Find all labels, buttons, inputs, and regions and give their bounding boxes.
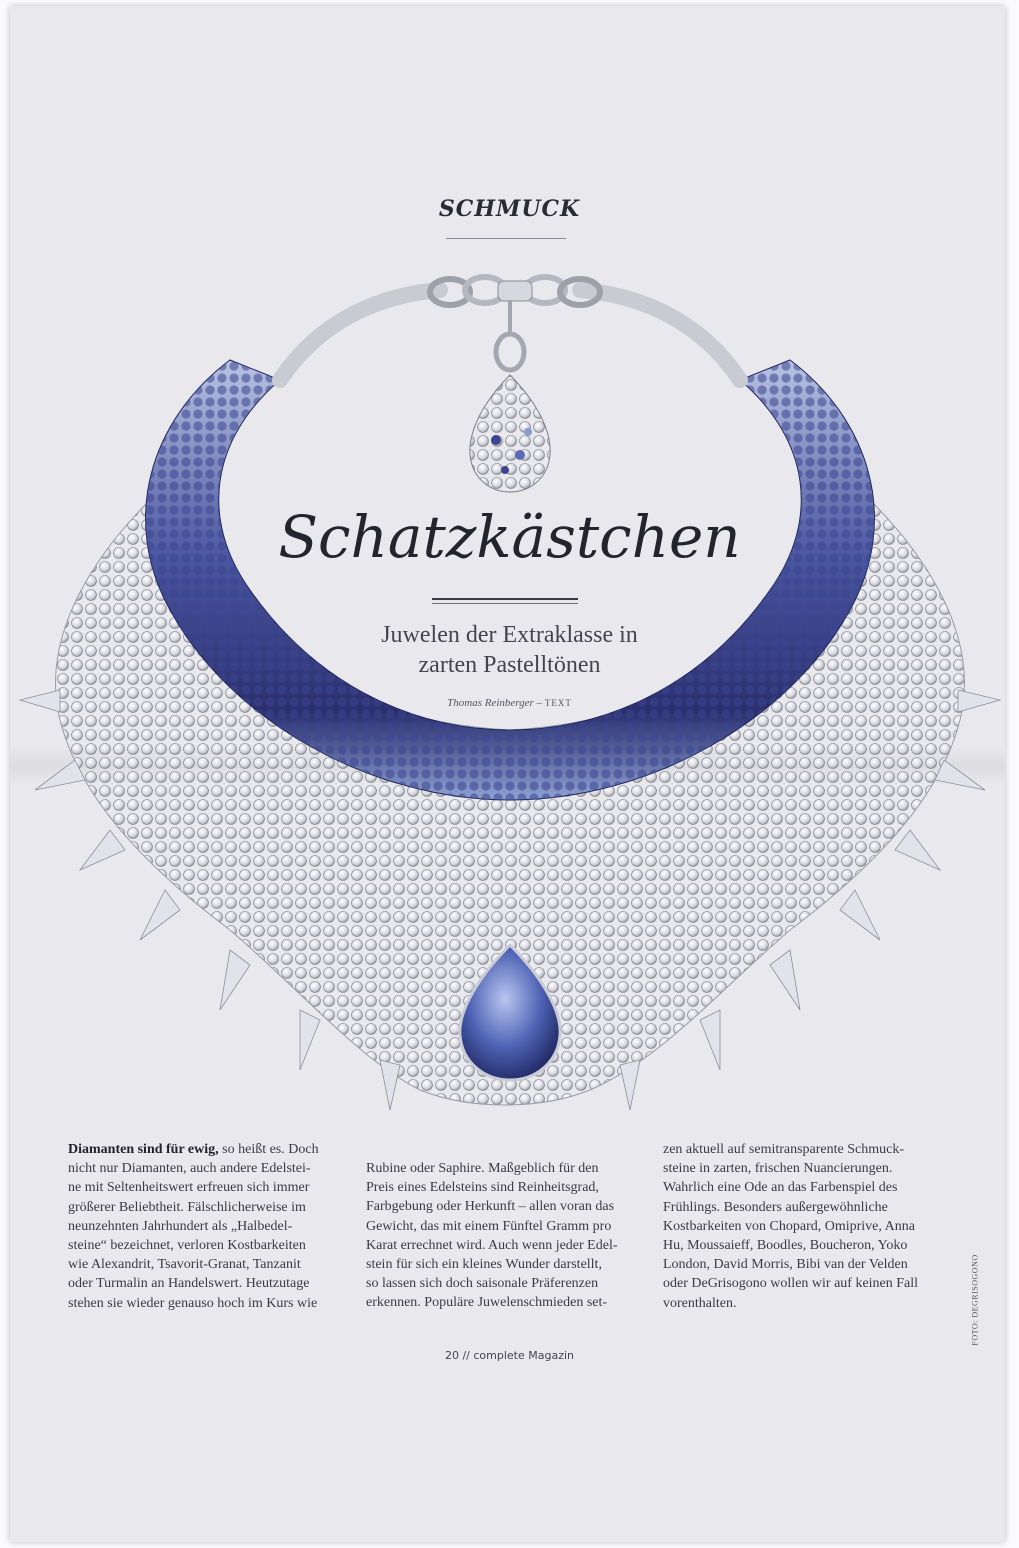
body-line: oder DeGrisogono wollen wir auf keinen Fall [663,1276,919,1292]
body-line: Karat errechnet wird. Auch wenn jeder Edel- [366,1237,618,1253]
body-column-2 [366,1159,638,1313]
article-title: Schatzkästchen [278,503,741,571]
body-line: Gewicht, das mit einem Fünftel Gramm pro [366,1218,612,1234]
body-line: steine“ bezeichnet, verloren Kostbarkeiten [68,1238,306,1254]
body-line: steine in zarten, frischen Nuancierungen. [663,1161,893,1177]
body-line: Wahrlich eine Ode an das Farbenspiel des [663,1180,898,1196]
body-line: größerer Beliebtheit. Fälschlicherweise im [68,1199,306,1215]
clasp-chain [280,277,740,380]
subtitle-line-1: Juwelen der Extraklasse in [381,622,638,648]
body-column-1 [68,1140,340,1313]
body-line: vorenthalten. [663,1295,737,1311]
body-line: stehen sie wieder genauso hoch im Kurs wie [68,1295,318,1311]
page-folio: 20 // complete Magazin [444,1349,575,1362]
body-line: ne mit Seltenheitswert erfreuen sich immer [68,1180,310,1196]
byline-separator: – [536,697,543,709]
body-column-3 [663,1140,935,1313]
author-role: TEXT [544,698,572,708]
body-line: Preis eines Edelsteins sind Reinheitsgrad, [366,1180,599,1196]
section-kicker: SCHMUCK [438,196,581,222]
body-line: neunzehnten Jahrhundert als „Halbedel- [68,1218,293,1234]
body-line: erkennen. Populäre Juwelenschmieden set- [366,1295,608,1311]
title-rule [432,598,578,604]
byline [0,697,1019,709]
body-line: Frühlings. Besonders außergewöhnliche [663,1199,888,1215]
body-line: stein für sich ein kleines Wunder darstellt, [366,1257,602,1273]
body-line: wie Alexandrit, Tsavorit-Granat, Tanzanit [68,1257,301,1273]
pendant-drop [470,375,550,492]
body-line: Farbgebung oder Herkunft – allen voran das [366,1199,615,1215]
lead-in: Diamanten sind für ewig, [68,1142,219,1157]
article-subtitle [0,620,1019,680]
body-line: zen aktuell auf semitransparente Schmuck- [663,1142,905,1157]
body-line: Rubine oder Saphire. Maßgeblich für den [366,1161,599,1176]
subtitle-line-2: zarten Pastelltönen [418,652,601,678]
body-line: Hu, Moussaieff, Boodles, Boucheron, Yoko [663,1238,908,1254]
body-line: so lassen sich doch saisonale Präferenzen [366,1276,599,1292]
body-line: London, David Morris, Bibi van der Velden [663,1257,908,1273]
author-name: Thomas Reinberger [447,697,534,709]
body-line: Diamanten sind für ewig, so heißt es. Doch [68,1142,319,1157]
photo-credit: FOTO: DEGRISOGONO [970,1254,980,1346]
body-line: oder Turmalin an Handelswert. Heutzutage [68,1276,310,1292]
body-line: Kostbarkeiten von Chopard, Omiprive, Anna [663,1218,915,1234]
body-line: nicht nur Diamanten, auch andere Edelstei- [68,1161,311,1177]
